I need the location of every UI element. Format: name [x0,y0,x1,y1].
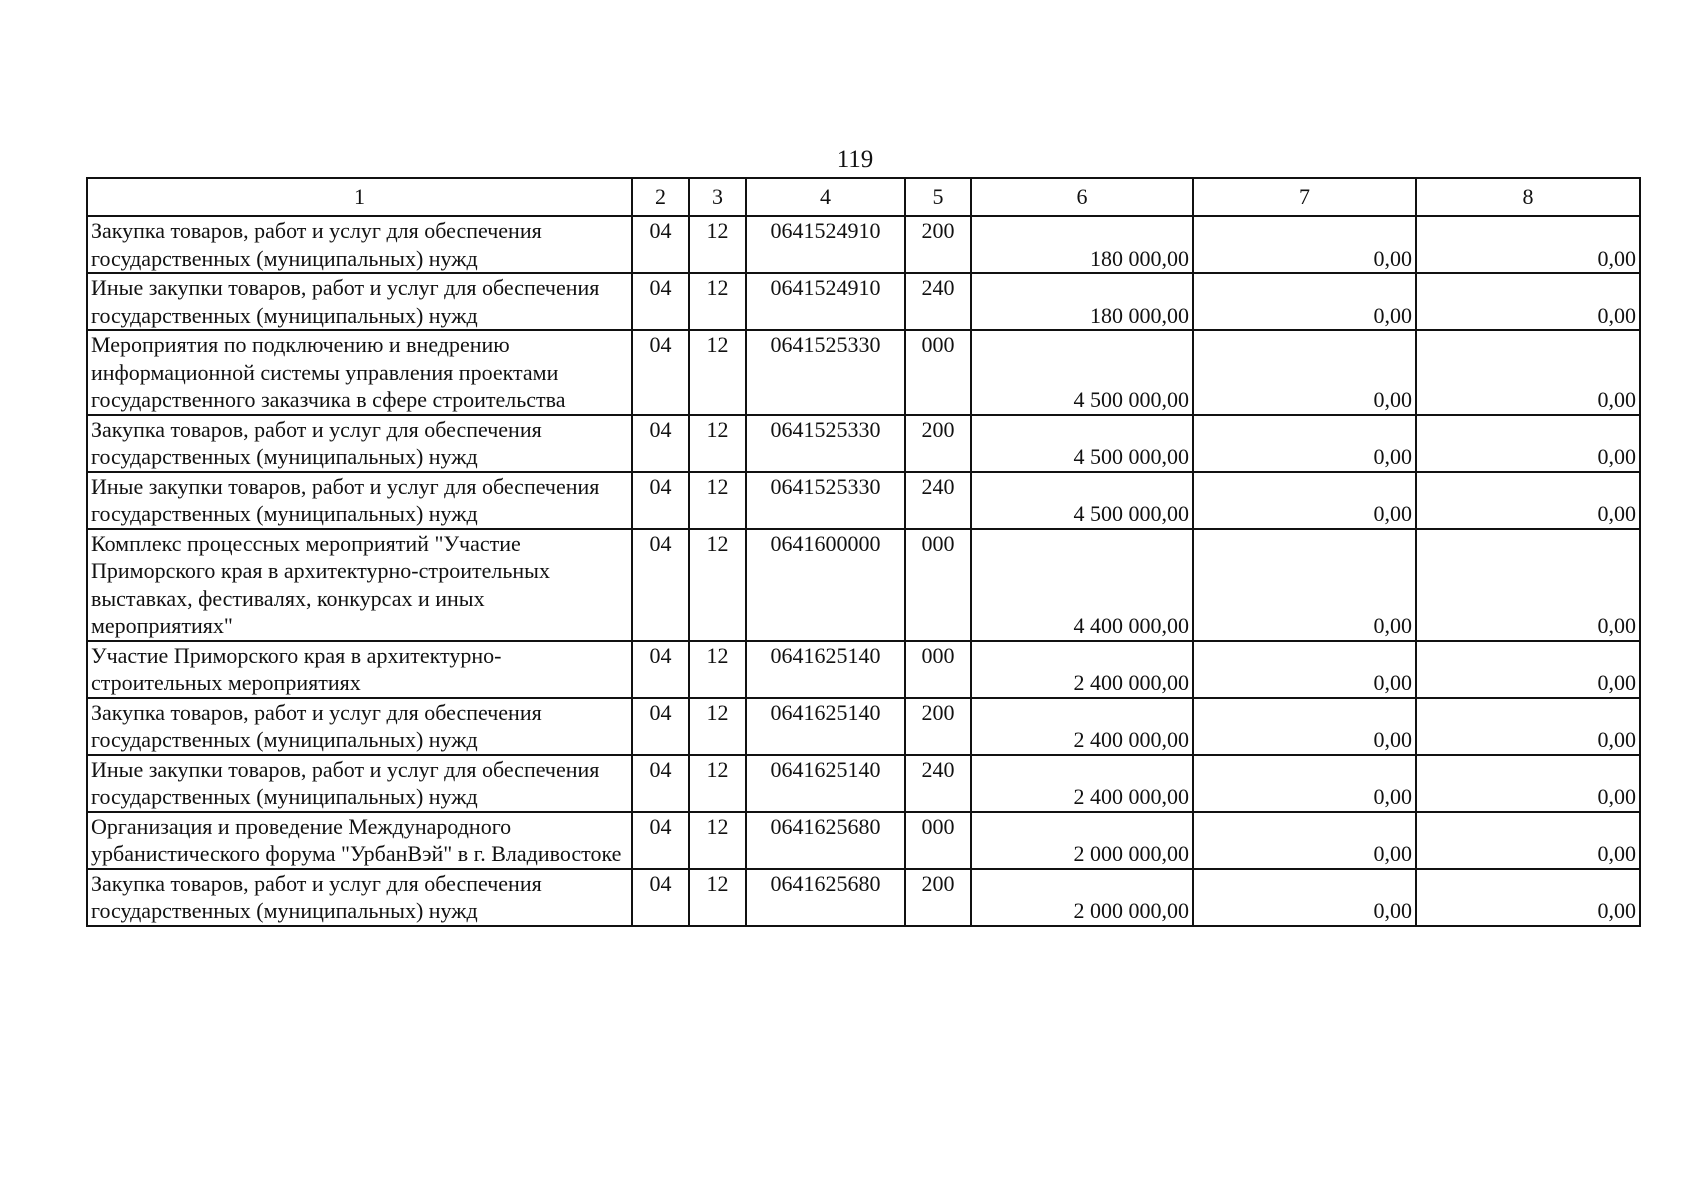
section-code: 04 [632,330,689,415]
section-code: 04 [632,755,689,812]
amount-col7: 0,00 [1193,273,1416,330]
target-article-code: 0641525330 [746,330,905,415]
column-header: 5 [905,178,971,216]
target-article-code: 0641625680 [746,812,905,869]
expense-type-code: 000 [905,529,971,641]
subsection-code: 12 [689,698,746,755]
expense-type-code: 240 [905,472,971,529]
amount-col7: 0,00 [1193,698,1416,755]
amount-col6: 180 000,00 [971,273,1193,330]
page-number: 119 [836,146,874,173]
row-name: Участие Приморского края в архитектурно-строительных мероприятиях [87,641,632,698]
row-name: Закупка товаров, работ и услуг для обеспечения государственных (муниципальных) нужд [87,216,632,273]
table-row [87,415,1640,472]
expense-type-code: 240 [905,755,971,812]
column-header: 6 [971,178,1193,216]
amount-col7: 0,00 [1193,755,1416,812]
expense-type-code: 200 [905,216,971,273]
amount-col8: 0,00 [1416,472,1640,529]
column-header: 1 [87,178,632,216]
amount-col7: 0,00 [1193,529,1416,641]
subsection-code: 12 [689,641,746,698]
column-header: 7 [1193,178,1416,216]
amount-col7: 0,00 [1193,641,1416,698]
expense-type-code: 200 [905,869,971,926]
target-article-code: 0641625680 [746,869,905,926]
subsection-code: 12 [689,273,746,330]
amount-col8: 0,00 [1416,641,1640,698]
table-body [87,216,1640,926]
expense-type-code: 000 [905,812,971,869]
amount-col8: 0,00 [1416,273,1640,330]
table-row [87,529,1640,641]
table-row [87,216,1640,273]
amount-col6: 2 000 000,00 [971,812,1193,869]
budget-table [86,177,1641,927]
table-row [87,698,1640,755]
amount-col8: 0,00 [1416,415,1640,472]
expense-type-code: 240 [905,273,971,330]
column-header: 3 [689,178,746,216]
section-code: 04 [632,812,689,869]
target-article-code: 0641625140 [746,755,905,812]
amount-col6: 2 400 000,00 [971,698,1193,755]
amount-col8: 0,00 [1416,216,1640,273]
column-header: 2 [632,178,689,216]
section-code: 04 [632,216,689,273]
subsection-code: 12 [689,869,746,926]
expense-type-code: 200 [905,698,971,755]
amount-col7: 0,00 [1193,216,1416,273]
section-code: 04 [632,698,689,755]
row-name: Закупка товаров, работ и услуг для обеспечения государственных (муниципальных) нужд [87,415,632,472]
amount-col7: 0,00 [1193,869,1416,926]
table-row [87,273,1640,330]
amount-col6: 4 500 000,00 [971,472,1193,529]
expense-type-code: 200 [905,415,971,472]
expense-type-code: 000 [905,641,971,698]
header-row [87,178,1640,216]
target-article-code: 0641625140 [746,698,905,755]
section-code: 04 [632,273,689,330]
section-code: 04 [632,472,689,529]
amount-col6: 4 500 000,00 [971,330,1193,415]
row-name: Закупка товаров, работ и услуг для обеспечения государственных (муниципальных) нужд [87,698,632,755]
amount-col6: 4 500 000,00 [971,415,1193,472]
section-code: 04 [632,869,689,926]
target-article-code: 0641525330 [746,415,905,472]
subsection-code: 12 [689,415,746,472]
table-row [87,641,1640,698]
table-row [87,755,1640,812]
amount-col7: 0,00 [1193,330,1416,415]
subsection-code: 12 [689,216,746,273]
target-article-code: 0641525330 [746,472,905,529]
amount-col6: 180 000,00 [971,216,1193,273]
section-code: 04 [632,415,689,472]
amount-col7: 0,00 [1193,415,1416,472]
amount-col8: 0,00 [1416,698,1640,755]
subsection-code: 12 [689,472,746,529]
amount-col8: 0,00 [1416,755,1640,812]
section-code: 04 [632,641,689,698]
target-article-code: 0641524910 [746,273,905,330]
table-row [87,812,1640,869]
amount-col6: 2 400 000,00 [971,641,1193,698]
table-row [87,472,1640,529]
column-header: 8 [1416,178,1640,216]
amount-col8: 0,00 [1416,529,1640,641]
amount-col8: 0,00 [1416,330,1640,415]
column-header: 4 [746,178,905,216]
row-name: Мероприятия по подключению и внедрению информационной системы управления проектами государственного заказчика в сфере строительства [87,330,632,415]
row-name: Иные закупки товаров, работ и услуг для обеспечения государственных (муниципальных) нужд [87,273,632,330]
amount-col7: 0,00 [1193,812,1416,869]
subsection-code: 12 [689,330,746,415]
row-name: Иные закупки товаров, работ и услуг для обеспечения государственных (муниципальных) нужд [87,755,632,812]
subsection-code: 12 [689,529,746,641]
target-article-code: 0641625140 [746,641,905,698]
amount-col6: 2 400 000,00 [971,755,1193,812]
amount-col6: 4 400 000,00 [971,529,1193,641]
target-article-code: 0641600000 [746,529,905,641]
table-row [87,330,1640,415]
row-name: Комплекс процессных мероприятий "Участие Приморского края в архитектурно-строительных выставках, фестивалях, конкурсах и иных мероприятиях" [87,529,632,641]
table-row [87,869,1640,926]
section-code: 04 [632,529,689,641]
amount-col8: 0,00 [1416,869,1640,926]
subsection-code: 12 [689,812,746,869]
amount-col7: 0,00 [1193,472,1416,529]
row-name: Иные закупки товаров, работ и услуг для обеспечения государственных (муниципальных) нужд [87,472,632,529]
target-article-code: 0641524910 [746,216,905,273]
amount-col6: 2 000 000,00 [971,869,1193,926]
expense-type-code: 000 [905,330,971,415]
row-name: Организация и проведение Международного урбанистического форума "УрбанВэй" в г. Владивостоке [87,812,632,869]
subsection-code: 12 [689,755,746,812]
amount-col8: 0,00 [1416,812,1640,869]
row-name: Закупка товаров, работ и услуг для обеспечения государственных (муниципальных) нужд [87,869,632,926]
